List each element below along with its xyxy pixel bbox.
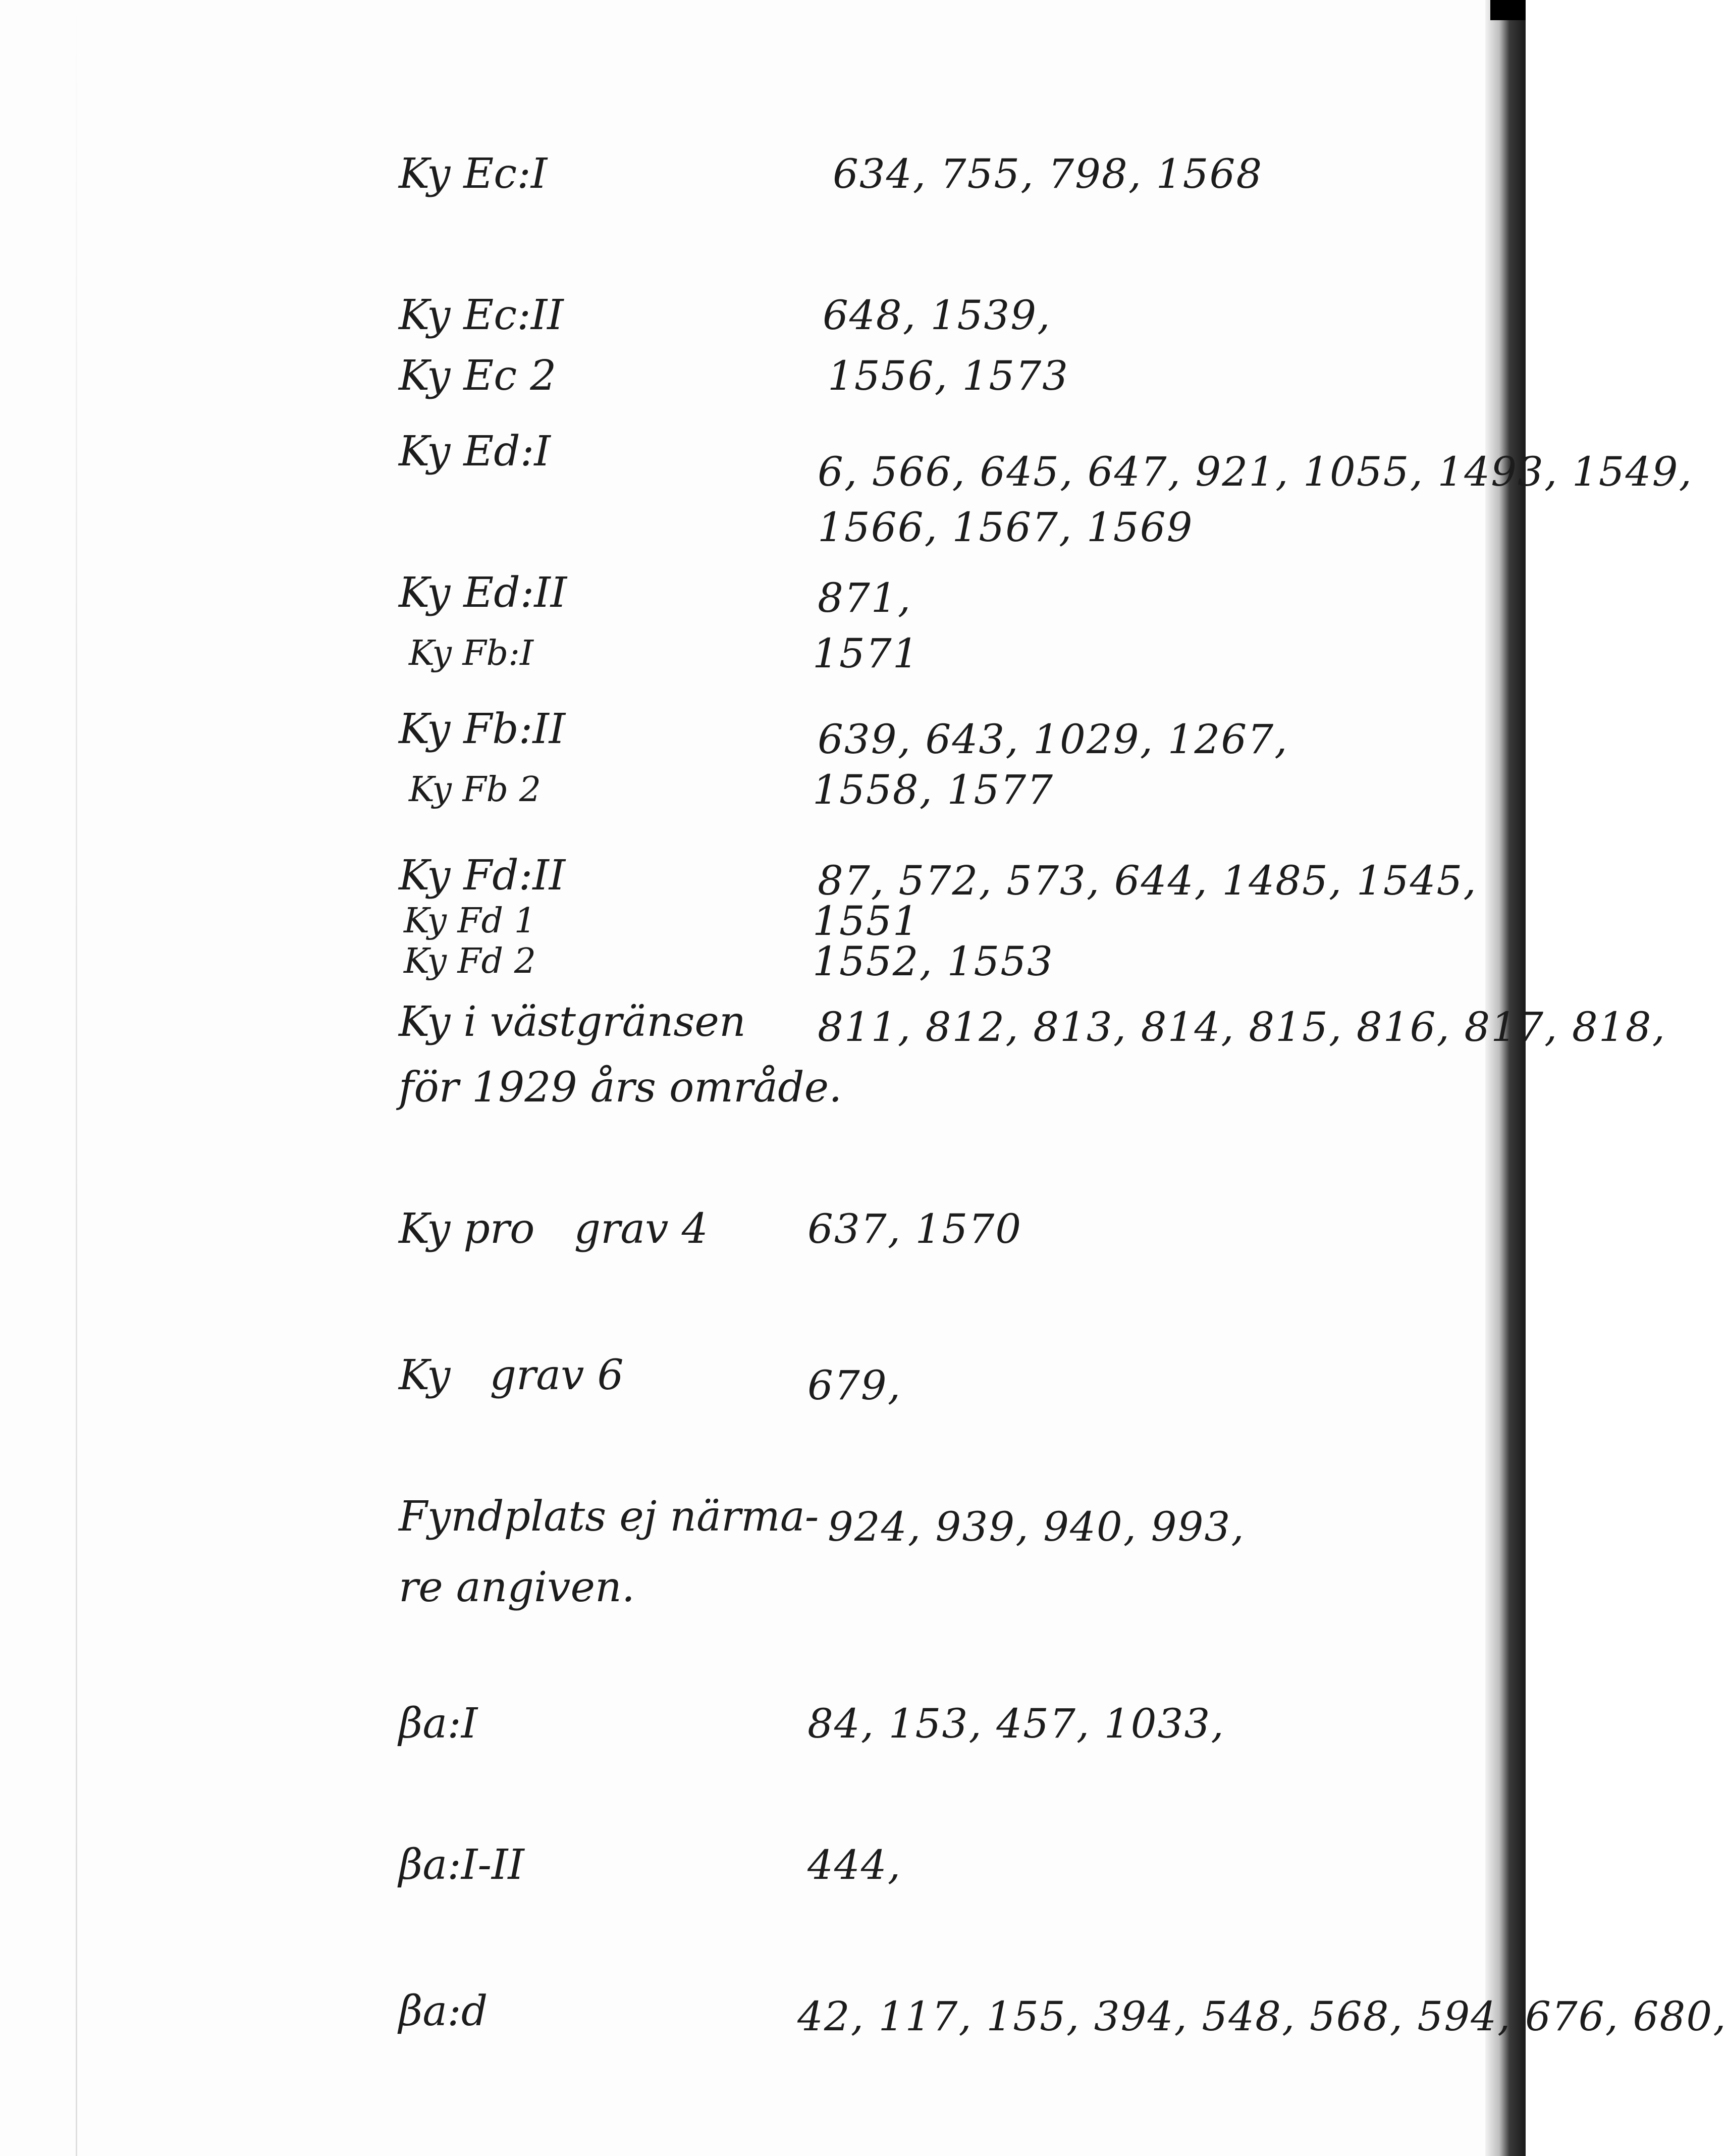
entry-label: Ky i västgränsen bbox=[399, 998, 746, 1046]
entry-label-line2: för 1929 års område. bbox=[399, 1064, 842, 1112]
entry-label: βa:I bbox=[399, 1700, 478, 1748]
entry-label: βa:d bbox=[399, 1987, 488, 2035]
entry-values: 1552, 1553 bbox=[813, 938, 1054, 985]
entry-label-line2: re angiven. bbox=[399, 1563, 635, 1611]
entry-values: 1551 bbox=[813, 898, 920, 944]
entry-values: 634, 755, 798, 1568 bbox=[833, 150, 1263, 197]
entry-values: 639, 643, 1029, 1267, bbox=[818, 716, 1288, 763]
entry-label: Ky Fd 2 bbox=[404, 941, 536, 981]
entry-label: Ky Ec 2 bbox=[399, 352, 557, 400]
entry-label: Ky pro grav 4 bbox=[399, 1205, 708, 1253]
entry-values: 811, 812, 813, 814, 815, 816, 817, 818, bbox=[818, 1004, 1666, 1050]
entry-values: 637, 1570 bbox=[807, 1205, 1022, 1252]
entry-label: βa:I-II bbox=[399, 1841, 524, 1889]
entry-values: 1558, 1577 bbox=[813, 766, 1054, 813]
entry-values: 1556, 1573 bbox=[828, 352, 1069, 399]
binding-corner bbox=[1490, 0, 1526, 20]
book-binding-shadow bbox=[1485, 0, 1526, 2156]
entry-values: 42, 117, 155, 394, 548, 568, 594, 676, 680, bbox=[797, 1993, 1727, 2040]
entry-values: 1571 bbox=[813, 630, 920, 677]
entry-label: Ky Ed:I bbox=[399, 428, 551, 476]
entry-label: Ky Ec:I bbox=[399, 150, 548, 198]
entry-label: Ky Fd 1 bbox=[404, 901, 536, 941]
entry-label: Ky Fb:II bbox=[399, 705, 566, 753]
entry-label: Ky Ec:II bbox=[399, 291, 564, 339]
entry-values: 6, 566, 645, 647, 921, 1055, 1493, 1549, bbox=[818, 448, 1693, 495]
entry-label: Ky Fb 2 bbox=[409, 770, 542, 810]
entry-values: 871, bbox=[818, 574, 912, 621]
entry-label: Ky Fd:II bbox=[399, 852, 566, 900]
entry-label: Ky Ed:II bbox=[399, 569, 567, 617]
entry-label: Ky Fb:I bbox=[409, 634, 533, 673]
entry-values: 648, 1539, bbox=[823, 292, 1051, 339]
entry-label: Ky grav 6 bbox=[399, 1351, 624, 1399]
entry-values: 84, 153, 457, 1033, bbox=[807, 1700, 1225, 1747]
entry-values: 87, 572, 573, 644, 1485, 1545, bbox=[818, 857, 1477, 904]
entry-values: 444, bbox=[807, 1842, 902, 1888]
page-left-edge bbox=[76, 0, 77, 2156]
entry-values: 924, 939, 940, 993, bbox=[828, 1503, 1245, 1550]
entry-values-line2: 1566, 1567, 1569 bbox=[818, 504, 1194, 551]
entry-label: Fyndplats ej närma- bbox=[399, 1493, 819, 1541]
entry-values: 679, bbox=[807, 1362, 902, 1409]
